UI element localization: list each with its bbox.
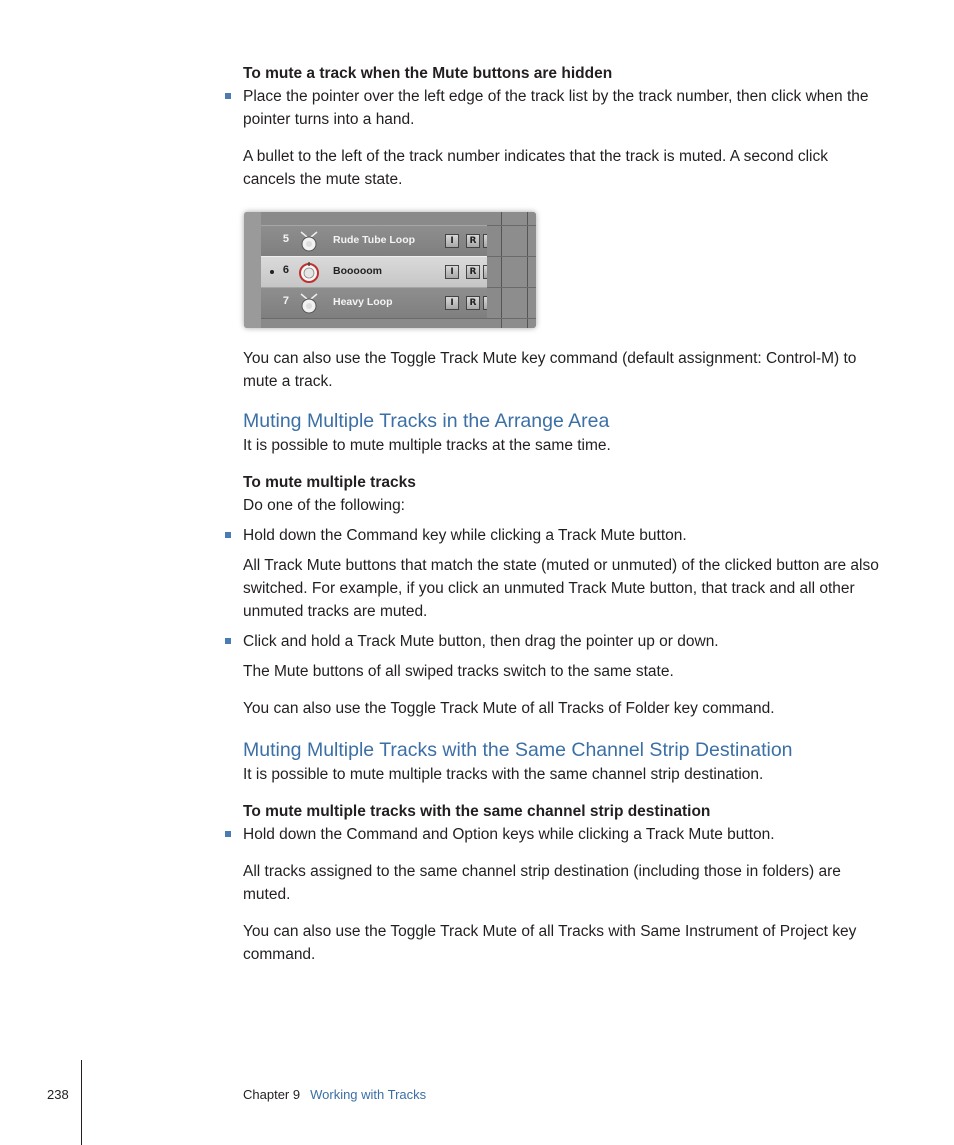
track-row-muted — [261, 256, 487, 288]
task-heading-mute-hidden: To mute a track when the Mute buttons are hidden — [243, 65, 613, 82]
bullet-marker — [225, 831, 231, 837]
input-monitor-button[interactable]: I — [445, 234, 459, 248]
bullet-marker — [225, 93, 231, 99]
input-monitor-button[interactable]: I — [445, 265, 459, 279]
section-heading: Muting Multiple Tracks with the Same Channel Strip Destination — [243, 739, 793, 761]
task-heading: To mute multiple tracks — [243, 474, 416, 491]
bullet-text: Hold down the Command key while clicking a Track Mute button. — [243, 527, 687, 544]
paragraph: All tracks assigned to the same channel strip destination (including those in folders) are muted. — [243, 863, 841, 903]
paragraph: Do one of the following: — [243, 497, 405, 514]
bass-drum-icon — [297, 260, 321, 284]
paragraph: It is possible to mute multiple tracks with the same channel strip destination. — [243, 766, 764, 783]
bullet-text: Hold down the Command and Option keys while clicking a Track Mute button. — [243, 826, 775, 843]
record-button[interactable]: R — [466, 296, 480, 310]
chapter-label: Chapter 9 — [243, 1087, 301, 1102]
track-row — [261, 225, 487, 257]
input-monitor-button[interactable]: I — [445, 296, 459, 310]
paragraph: You can also use the Toggle Track Mute of all Tracks with Same Instrument of Project key command. — [243, 923, 857, 963]
record-button[interactable]: R — [466, 265, 480, 279]
track-row — [261, 287, 487, 319]
footer-divider — [81, 1060, 82, 1145]
drum-kit-icon — [297, 291, 321, 315]
track-number: 6 — [282, 264, 289, 276]
paragraph: You can also use the Toggle Track Mute of all Tracks of Folder key command. — [243, 700, 775, 717]
paragraph: It is possible to mute multiple tracks at the same time. — [243, 437, 611, 454]
footer-chapter — [243, 1086, 426, 1104]
track-number: 5 — [282, 233, 289, 245]
page-number: 238 — [47, 1087, 69, 1102]
drum-kit-icon — [297, 229, 321, 253]
bullet-text: Click and hold a Track Mute button, then drag the pointer up or down. — [243, 633, 719, 650]
section-heading: Muting Multiple Tracks in the Arrange Area — [243, 410, 610, 432]
track-name: Heavy Loop — [333, 296, 393, 308]
arrange-area-grid — [487, 212, 536, 328]
paragraph: A bullet to the left of the track number indicates that the track is muted. A second click cancels the mute state. — [243, 148, 829, 188]
record-button[interactable]: R — [466, 234, 480, 248]
bullet-text: Place the pointer over the left edge of the track list by the track number, then click when the pointer turns into a hand. — [243, 88, 869, 128]
track-number: 7 — [282, 295, 289, 307]
paragraph: The Mute buttons of all swiped tracks switch to the same state. — [243, 663, 674, 680]
chapter-title: Working with Tracks — [310, 1087, 427, 1102]
track-name: Rude Tube Loop — [333, 234, 416, 246]
paragraph: All Track Mute buttons that match the state (muted or unmuted) of the clicked button are also switched. For example, if you click an unmuted Track Mute button, that track and all other unmuted tracks are muted. — [243, 557, 879, 620]
track-name: Booooom — [333, 265, 382, 277]
track-list-screenshot — [244, 212, 536, 328]
bullet-marker — [225, 638, 231, 644]
paragraph: You can also use the Toggle Track Mute key command (default assignment: Control-M) to mute a track. — [243, 350, 857, 390]
bullet-marker — [225, 532, 231, 538]
task-heading: To mute multiple tracks with the same channel strip destination — [243, 803, 711, 820]
